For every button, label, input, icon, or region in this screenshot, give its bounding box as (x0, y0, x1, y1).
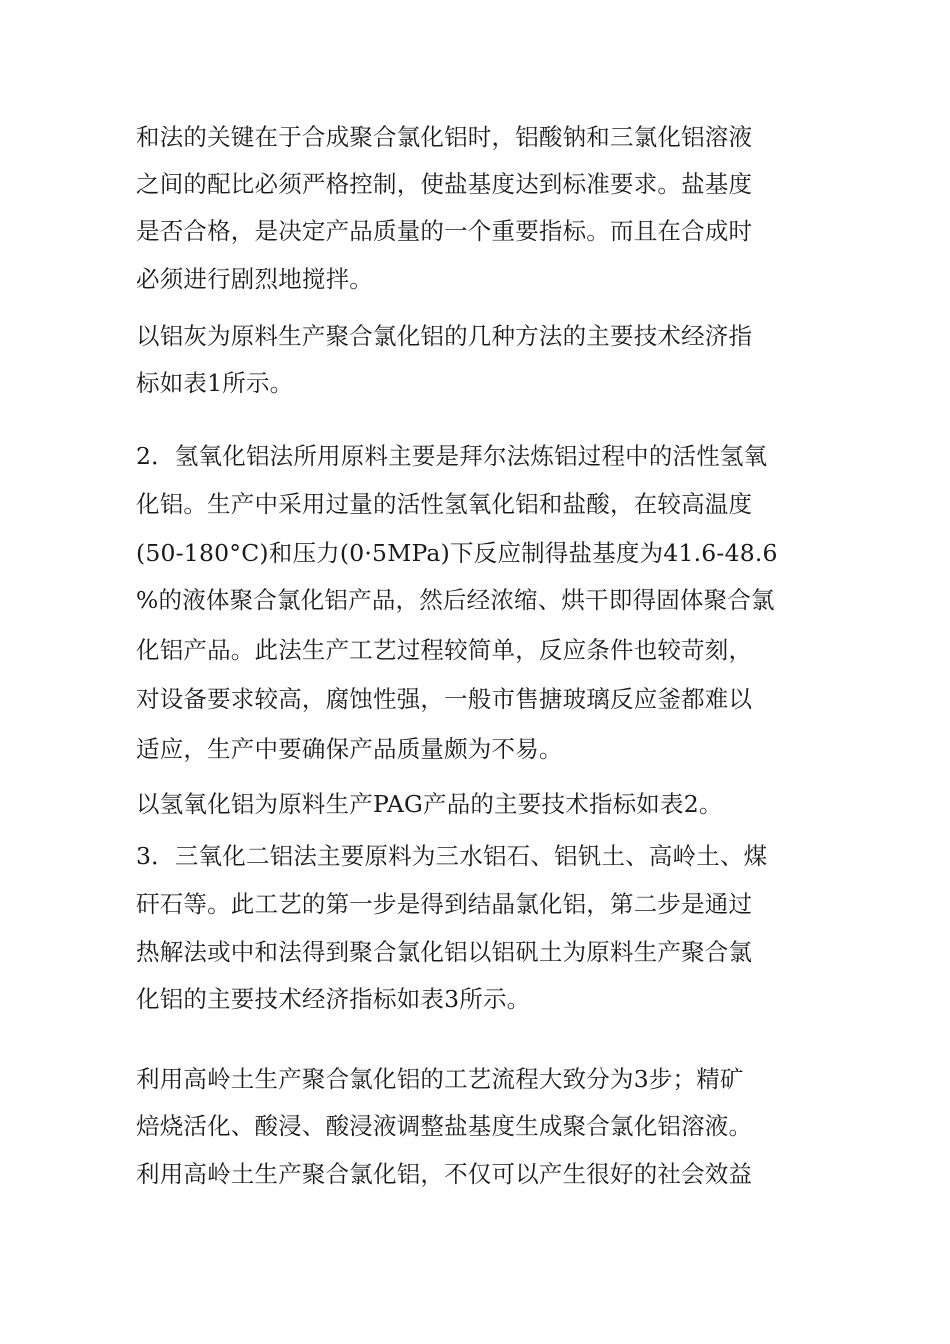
text-line-12: 对设备要求较高，腐蚀性强，一般市售搪玻璃反应釜都难以 (136, 685, 753, 713)
text-line-4: 必须进行剧烈地搅拌。 (136, 265, 373, 293)
text-line-17: 热解法或中和法得到聚合氯化铝以铝矾土为原料生产聚合氯 (136, 938, 753, 966)
text-line-9: (50-180°C)和压力(0·5MPa)下反应制得盐基度为41.6-48.6 (136, 539, 778, 567)
text-line-19: 利用高岭土生产聚合氯化铝的工艺流程大致分为3步；精矿 (136, 1065, 744, 1093)
text-line-20: 焙烧活化、酸浸、酸浸液调整盐基度生成聚合氯化铝溶液。 (136, 1112, 753, 1140)
text-line-16: 矸石等。此工艺的第一步是得到结晶氯化铝，第二步是通过 (136, 890, 753, 918)
text-line-6: 标如表1所示。 (136, 369, 294, 397)
text-line-14: 以氢氧化铝为原料生产PAG产品的主要技术指标如表2。 (136, 790, 723, 818)
text-line-10: %的液体聚合氯化铝产品，然后经浓缩、烘干即得固体聚合氯 (136, 586, 775, 614)
text-line-18: 化铝的主要技术经济指标如表3所示。 (136, 985, 531, 1013)
text-line-5: 以铝灰为原料生产聚合氯化铝的几种方法的主要技术经济指 (136, 322, 753, 350)
text-line-15: 3．三氧化二铝法主要原料为三水铝石、铝钒土、高岭土、煤 (136, 842, 768, 870)
text-line-7: 2．氢氧化铝法所用原料主要是拜尔法炼铝过程中的活性氢氧 (136, 442, 768, 470)
text-line-1: 和法的关键在于合成聚合氯化铝时，铝酸钠和三氯化铝溶液 (136, 123, 753, 151)
text-line-3: 是否合格，是决定产品质量的一个重要指标。而且在合成时 (136, 217, 753, 245)
text-line-2: 之间的配比必须严格控制，使盐基度达到标准要求。盐基度 (136, 170, 753, 198)
text-line-8: 化铝。生产中采用过量的活性氢氧化铝和盐酸，在较高温度 (136, 490, 753, 518)
text-line-11: 化铝产品。此法生产工艺过程较简单，反应条件也较苛刻， (136, 636, 753, 664)
text-line-21: 利用高岭土生产聚合氯化铝，不仅可以产生很好的社会效益 (136, 1160, 753, 1188)
text-line-13: 适应，生产中要确保产品质量颇为不易。 (136, 735, 563, 763)
